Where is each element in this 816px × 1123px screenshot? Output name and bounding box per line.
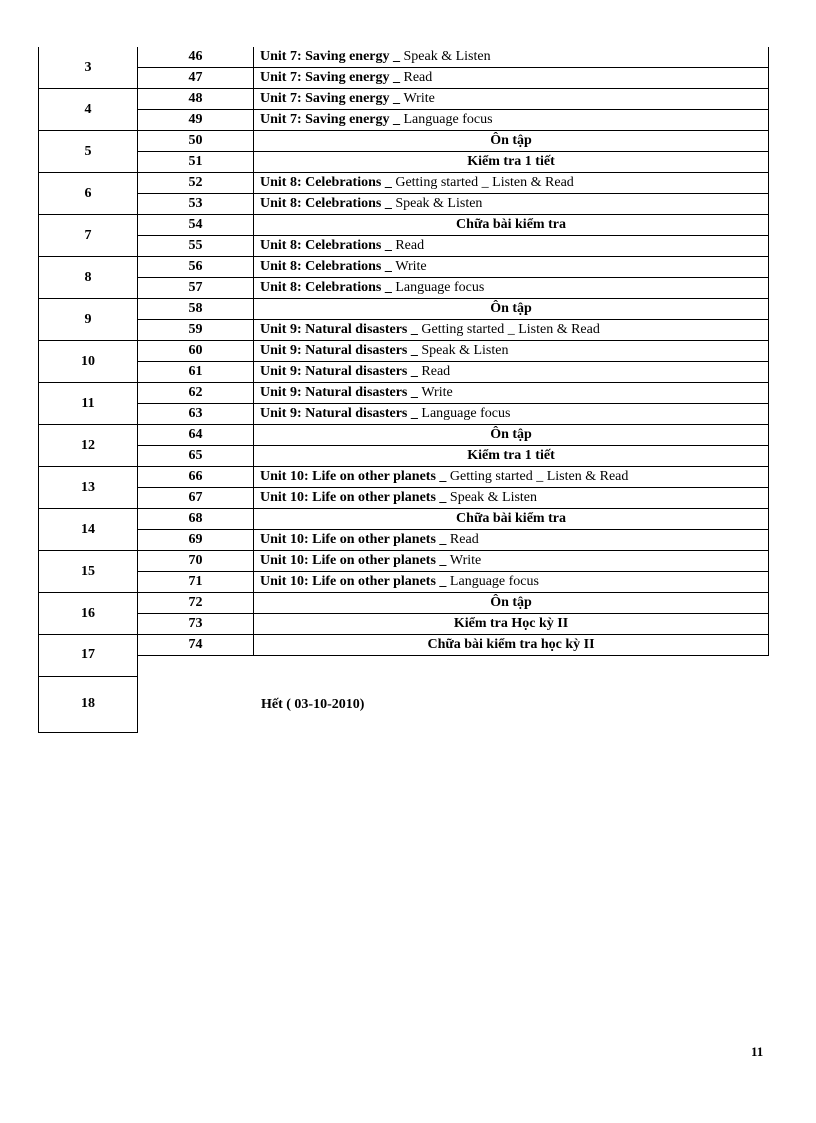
schedule-row bbox=[39, 488, 769, 509]
schedule-row bbox=[39, 425, 769, 446]
schedule-row bbox=[39, 89, 769, 110]
lesson-cell bbox=[254, 320, 769, 341]
lesson-name: Language focus bbox=[449, 574, 539, 589]
unit-name: Unit 7: Saving energy bbox=[260, 70, 390, 85]
schedule-row bbox=[39, 68, 769, 89]
lesson-cell bbox=[254, 257, 769, 278]
unit-name: Unit 7: Saving energy bbox=[260, 112, 390, 127]
schedule-row bbox=[39, 383, 769, 404]
schedule-row bbox=[39, 446, 769, 467]
period-cell: 68 bbox=[138, 509, 254, 530]
lesson-name: Write bbox=[449, 553, 482, 568]
lesson-name: Speak & Listen bbox=[395, 196, 483, 211]
lesson-cell bbox=[254, 110, 769, 131]
schedule-row bbox=[39, 530, 769, 551]
unit-name: Unit 9: Natural disasters bbox=[260, 385, 408, 400]
period-cell: 54 bbox=[138, 215, 254, 236]
period-cell: 57 bbox=[138, 278, 254, 299]
schedule-row-empty bbox=[39, 656, 769, 677]
lesson-name: Read bbox=[395, 238, 425, 253]
lesson-name: Getting started _ Listen & Read bbox=[449, 469, 629, 484]
period-cell: 50 bbox=[138, 131, 254, 152]
unit-name: Unit 10: Life on other planets bbox=[260, 532, 436, 547]
period-cell: 49 bbox=[138, 110, 254, 131]
period-cell: 58 bbox=[138, 299, 254, 320]
period-cell: 63 bbox=[138, 404, 254, 425]
schedule-row bbox=[39, 47, 769, 68]
period-cell: 55 bbox=[138, 236, 254, 257]
separator: _ bbox=[389, 49, 404, 64]
period-cell: 47 bbox=[138, 68, 254, 89]
lesson-name: Language focus bbox=[403, 112, 493, 127]
separator: _ bbox=[381, 238, 396, 253]
lesson-name: Write bbox=[395, 259, 427, 274]
lesson-cell bbox=[254, 467, 769, 488]
week-cell: 12 bbox=[39, 425, 138, 467]
period-cell: 66 bbox=[138, 467, 254, 488]
schedule-row bbox=[39, 215, 769, 236]
schedule-row bbox=[39, 278, 769, 299]
period-cell: 64 bbox=[138, 425, 254, 446]
lesson-cell bbox=[254, 404, 769, 425]
lesson-cell bbox=[254, 551, 769, 572]
lesson-title: Ôn tập bbox=[254, 299, 769, 320]
unit-name: Unit 8: Celebrations bbox=[260, 259, 382, 274]
schedule-row bbox=[39, 236, 769, 257]
schedule-row bbox=[39, 614, 769, 635]
unit-name: Unit 7: Saving energy bbox=[260, 91, 390, 106]
lesson-title: Chữa bài kiểm tra bbox=[254, 215, 769, 236]
unit-name: Unit 9: Natural disasters bbox=[260, 322, 408, 337]
lesson-title: Ôn tập bbox=[254, 425, 769, 446]
period-cell: 56 bbox=[138, 257, 254, 278]
lesson-title: Ôn tập bbox=[254, 593, 769, 614]
page-number: 11 bbox=[751, 1044, 764, 1059]
lesson-name: Write bbox=[421, 385, 453, 400]
separator: _ bbox=[381, 280, 396, 295]
lesson-name: Speak & Listen bbox=[403, 49, 491, 64]
end-note: Hết ( 03-10-2010) bbox=[261, 697, 365, 712]
lesson-cell bbox=[254, 89, 769, 110]
unit-name: Unit 8: Celebrations bbox=[260, 196, 382, 211]
week-cell: 5 bbox=[39, 131, 138, 173]
lesson-cell bbox=[254, 47, 769, 68]
unit-name: Unit 10: Life on other planets bbox=[260, 469, 436, 484]
period-cell: 67 bbox=[138, 488, 254, 509]
lesson-title: Chữa bài kiểm tra học kỳ II bbox=[254, 635, 769, 656]
week-cell: 17 bbox=[39, 635, 138, 677]
week-cell: 16 bbox=[39, 593, 138, 635]
period-cell: 73 bbox=[138, 614, 254, 635]
lesson-name: Read bbox=[403, 70, 433, 85]
period-cell: 48 bbox=[138, 89, 254, 110]
separator: _ bbox=[435, 553, 450, 568]
week-cell: 15 bbox=[39, 551, 138, 593]
week-cell: 6 bbox=[39, 173, 138, 215]
lesson-cell bbox=[254, 362, 769, 383]
separator: _ bbox=[435, 532, 450, 547]
lesson-cell bbox=[254, 236, 769, 257]
separator: _ bbox=[435, 469, 450, 484]
lesson-name: Language focus bbox=[395, 280, 485, 295]
week-cell: 9 bbox=[39, 299, 138, 341]
schedule-row bbox=[39, 131, 769, 152]
unit-name: Unit 9: Natural disasters bbox=[260, 364, 408, 379]
schedule-row bbox=[39, 509, 769, 530]
week-cell: 7 bbox=[39, 215, 138, 257]
unit-name: Unit 10: Life on other planets bbox=[260, 574, 436, 589]
unit-name: Unit 8: Celebrations bbox=[260, 238, 382, 253]
lesson-title: Kiểm tra 1 tiết bbox=[254, 446, 769, 467]
period-cell: 51 bbox=[138, 152, 254, 173]
lesson-cell bbox=[254, 68, 769, 89]
period-cell: 65 bbox=[138, 446, 254, 467]
separator: _ bbox=[389, 112, 404, 127]
blank-cell bbox=[138, 676, 769, 732]
separator: _ bbox=[407, 364, 422, 379]
lesson-name: Speak & Listen bbox=[421, 343, 509, 358]
period-cell: 61 bbox=[138, 362, 254, 383]
lesson-cell bbox=[254, 572, 769, 593]
lesson-name: Getting started _ Listen & Read bbox=[421, 322, 600, 337]
lesson-title: Kiểm tra 1 tiết bbox=[254, 152, 769, 173]
schedule-row bbox=[39, 257, 769, 278]
schedule-row bbox=[39, 467, 769, 488]
unit-name: Unit 8: Celebrations bbox=[260, 175, 382, 190]
separator: _ bbox=[381, 196, 396, 211]
week-cell: 14 bbox=[39, 509, 138, 551]
week-cell: 4 bbox=[39, 89, 138, 131]
schedule-row bbox=[39, 341, 769, 362]
schedule-body bbox=[39, 47, 769, 732]
schedule-row bbox=[39, 635, 769, 656]
separator: _ bbox=[381, 175, 396, 190]
separator: _ bbox=[407, 385, 422, 400]
period-cell: 70 bbox=[138, 551, 254, 572]
separator: _ bbox=[389, 91, 404, 106]
lesson-title: Kiểm tra Học kỳ II bbox=[254, 614, 769, 635]
lesson-name: Speak & Listen bbox=[449, 490, 538, 505]
schedule-row-week18 bbox=[39, 676, 769, 732]
schedule-table bbox=[38, 47, 769, 733]
period-cell: 72 bbox=[138, 593, 254, 614]
week-cell: 8 bbox=[39, 257, 138, 299]
lesson-name: Read bbox=[449, 532, 479, 547]
week-cell: 10 bbox=[39, 341, 138, 383]
schedule-row bbox=[39, 194, 769, 215]
schedule-row bbox=[39, 173, 769, 194]
unit-name: Unit 10: Life on other planets bbox=[260, 490, 436, 505]
week-cell: 11 bbox=[39, 383, 138, 425]
lesson-cell bbox=[254, 530, 769, 551]
period-cell: 62 bbox=[138, 383, 254, 404]
period-cell: 74 bbox=[138, 635, 254, 656]
schedule-row bbox=[39, 362, 769, 383]
lesson-title: Ôn tập bbox=[254, 131, 769, 152]
unit-name: Unit 9: Natural disasters bbox=[260, 343, 408, 358]
period-cell: 59 bbox=[138, 320, 254, 341]
separator: _ bbox=[435, 574, 450, 589]
schedule-row bbox=[39, 152, 769, 173]
week-cell: 3 bbox=[39, 47, 138, 89]
separator: _ bbox=[435, 490, 450, 505]
period-cell: 46 bbox=[138, 47, 254, 68]
week-cell: 18 bbox=[39, 676, 138, 732]
separator: _ bbox=[407, 322, 422, 337]
schedule-row bbox=[39, 110, 769, 131]
schedule-row bbox=[39, 551, 769, 572]
separator: _ bbox=[407, 343, 422, 358]
lesson-name: Read bbox=[421, 364, 451, 379]
lesson-name: Getting started _ Listen & Read bbox=[395, 175, 574, 190]
empty-cell bbox=[138, 656, 769, 677]
schedule-row bbox=[39, 299, 769, 320]
schedule-row bbox=[39, 572, 769, 593]
lesson-cell bbox=[254, 194, 769, 215]
lesson-name: Language focus bbox=[421, 406, 511, 421]
period-cell: 53 bbox=[138, 194, 254, 215]
unit-name: Unit 8: Celebrations bbox=[260, 280, 382, 295]
lesson-cell bbox=[254, 488, 769, 509]
lesson-cell bbox=[254, 383, 769, 404]
period-cell: 69 bbox=[138, 530, 254, 551]
separator: _ bbox=[381, 259, 396, 274]
lesson-cell bbox=[254, 341, 769, 362]
schedule-row bbox=[39, 593, 769, 614]
week-cell: 13 bbox=[39, 467, 138, 509]
schedule-row bbox=[39, 404, 769, 425]
unit-name: Unit 7: Saving energy bbox=[260, 49, 390, 64]
period-cell: 60 bbox=[138, 341, 254, 362]
lesson-name: Write bbox=[403, 91, 435, 106]
separator: _ bbox=[389, 70, 404, 85]
lesson-cell bbox=[254, 173, 769, 194]
lesson-title: Chữa bài kiểm tra bbox=[254, 509, 769, 530]
period-cell: 52 bbox=[138, 173, 254, 194]
lesson-cell bbox=[254, 278, 769, 299]
separator: _ bbox=[407, 406, 422, 421]
schedule-row bbox=[39, 320, 769, 341]
period-cell: 71 bbox=[138, 572, 254, 593]
unit-name: Unit 10: Life on other planets bbox=[260, 553, 436, 568]
unit-name: Unit 9: Natural disasters bbox=[260, 406, 408, 421]
